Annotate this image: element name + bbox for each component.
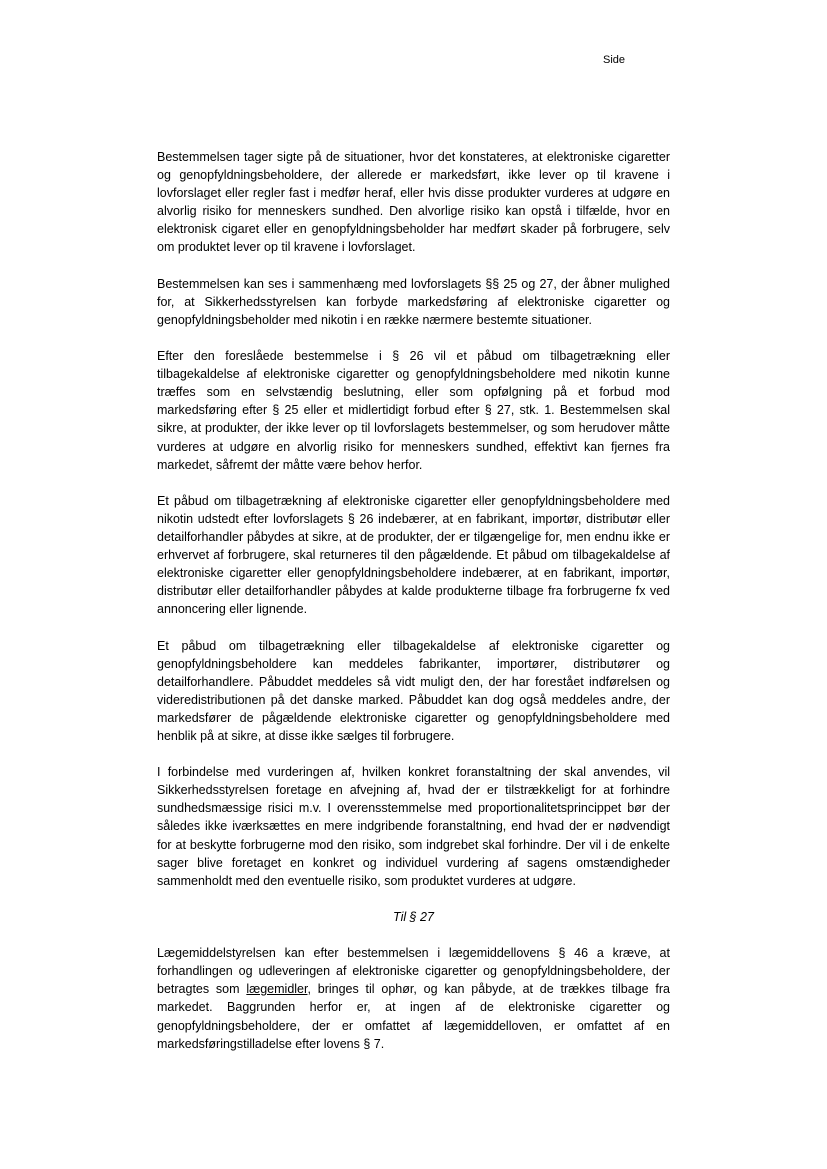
paragraph-2: Bestemmelsen kan ses i sammenhæng med lovforslagets §§ 25 og 27, der åbner mulighed for, at Sikkerhedsstyrelsen kan forbyde markedsføring af elektroniske cigaretter og genopfyldningsbeholder med nikotin i en række nærmere bestemte situationer. bbox=[157, 276, 670, 327]
section-heading: Til § 27 bbox=[393, 909, 434, 924]
paragraph-3: Efter den foreslåede bestemmelse i § 26 vil et påbud om tilbagetrækning eller tilbagekaldelse af elektroniske cigaretter og genopfyldningsbeholdere med nikotin kunne træffes som en selvstændig beslutning, eller som opfølgning på et forbud mod markedsføring efter § 25 eller et midlertidigt forbud efter § 27, stk. 1. Bestemmelsen skal sikre, at produkter, der ikke lever op til lovforslagets bestemmelser, og som herudover måtte vurderes at udgøre en alvorlig risiko for menneskers sundhed, effektivt kan fjernes fra markedet, såfremt der måtte være behov herfor. bbox=[157, 349, 670, 472]
paragraph-5: Et påbud om tilbagetrækning eller tilbagekaldelse af elektroniske cigaretter og genopfyldningsbeholdere kan meddeles fabrikanter, importører, distributører og detailforhandlere. Påbuddet meddeles så vidt muligt den, der har forestået indførelsen og videredistributionen på det danske marked. Påbuddet kan dog også meddeles andre, der markedsfører de pågældende elektroniske cigaretter og genopfyldningsbeholdere med henblik på at sikre, at disse ikke sælges til forbrugere. bbox=[157, 638, 670, 743]
document-body bbox=[157, 148, 670, 1071]
page-header-label: Side bbox=[603, 54, 626, 66]
paragraph-6: I forbindelse med vurderingen af, hvilken konkret foranstaltning der skal anvendes, vil Sikkerhedsstyrelsen foretage en afvejning af, hvad der er tilstrækkeligt for at forhindre sundhedsmæssige risici m.v. I overensstemmelse med proportionalitetsprincippet bør der således ikke iværksættes en mere indgribende foranstaltning, end hvad der er nødvendigt for at beskytte forbrugerne mod den risiko, som indgrebet skal forhindre. Der vil i de enkelte sager blive foretaget en konkret og individuel vurdering af sagens omstændigheder sammenholdt med den eventuelle risiko, som produktet vurderes at udgøre. bbox=[157, 765, 670, 888]
paragraph-4: Et påbud om tilbagetrækning af elektroniske cigaretter eller genopfyldningsbeholdere med nikotin udstedt efter lovforslagets § 26 indebærer, at en fabrikant, importør, distributør eller detailforhandler påbydes at sikre, at de produkter, der er tilgængelige for, men endnu ikke er erhvervet af forbrugere, skal returneres til den pågældende. Et påbud om tilbagekaldelse af elektroniske cigaretter eller genopfyldningsbeholdere indebærer, at en fabrikant, importør, distributør eller detailforhandler påbydes at kalde produkterne tilbage fra forbrugerne fx ved annoncering eller lignende. bbox=[157, 493, 670, 617]
paragraph-7-text-start: Lægemiddelstyrelsen kan efter bestemmelsen i lægemiddellovens § 46 a kræve, at forhandlingen og udleveringen af elektroniske cigaretter og genopfyldningsbeholdere, der betragtes som bbox=[157, 946, 670, 997]
paragraph-1: Bestemmelsen tager sigte på de situationer, hvor det konstateres, at elektroniske cigaretter og genopfyldningsbeholdere, der allerede er markedsført, ikke lever op til kravene i lovforslaget eller regler fast i medfør heraf, eller hvis disse produkter vurderes at udgøre en alvorlig risiko for menneskers sundhed. Den alvorlige risiko kan opstå i tilfælde, hvor en elektronisk cigaret eller en genopfyldningsbeholder har medført skader på forbrugere, selv om produktet lever op til kravene i lovforslaget. bbox=[157, 150, 670, 255]
paragraph-7 bbox=[157, 944, 670, 1053]
paragraph-7-text-end: , bringes til ophør, og kan påbyde, at de trækkes tilbage fra markedet. Baggrunden herfor er, at ingen af de elektroniske cigaretter og genopfyldningsbeholdere, der er omfattet af lægemiddelloven, er omfattet af en markedsføringstilladelse efter lovens § 7. bbox=[157, 982, 670, 1051]
paragraph-7-underlined-term: lægemidler bbox=[246, 982, 308, 997]
